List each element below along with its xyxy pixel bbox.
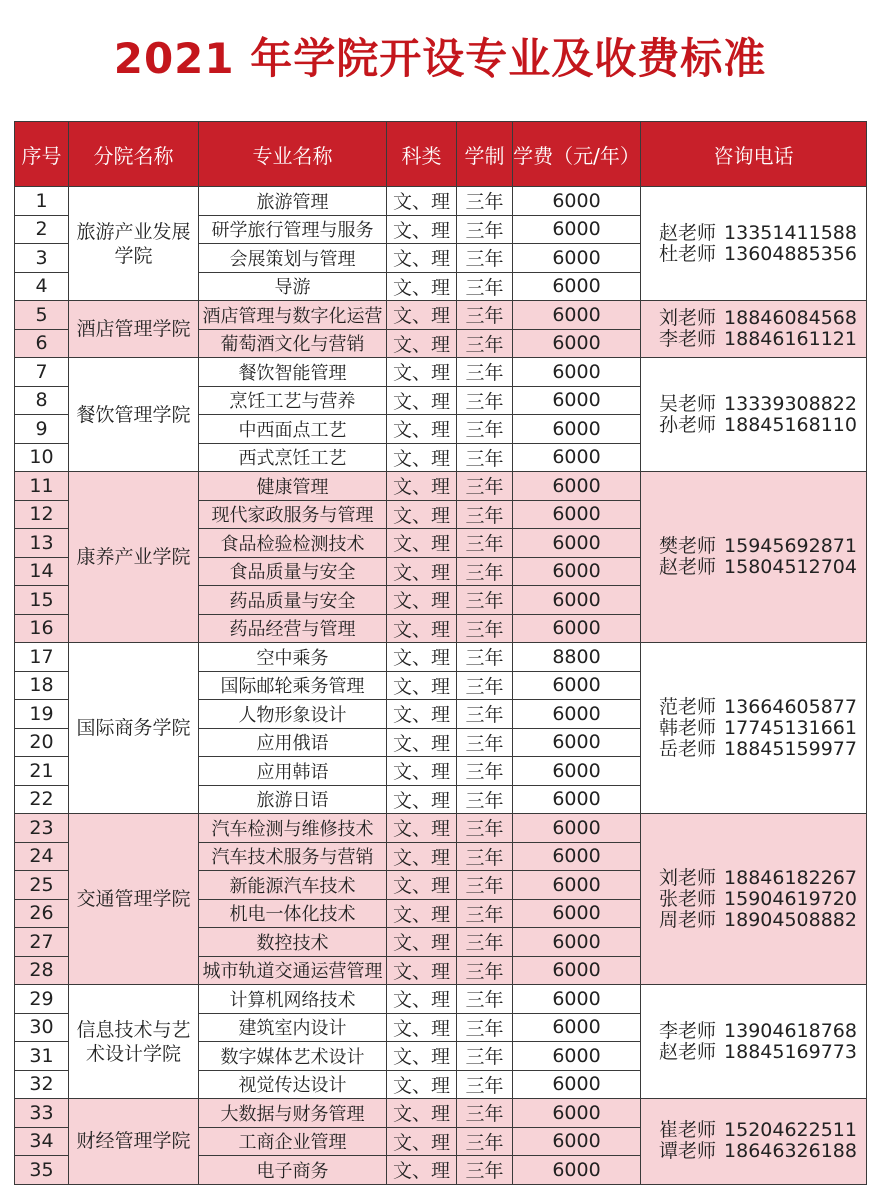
- row-number: 12: [15, 500, 69, 529]
- row-number: 25: [15, 871, 69, 900]
- header-phone: 咨询电话: [641, 122, 867, 187]
- duration: 三年: [457, 871, 513, 900]
- fee: 6000: [513, 557, 641, 586]
- row-number: 33: [15, 1099, 69, 1128]
- duration: 三年: [457, 215, 513, 244]
- major-name: 健康管理: [199, 472, 387, 501]
- fee: 6000: [513, 671, 641, 700]
- category: 文、理: [387, 1070, 457, 1099]
- duration: 三年: [457, 671, 513, 700]
- category: 文、理: [387, 614, 457, 643]
- contact-line: [659, 394, 866, 415]
- major-name: 人物形象设计: [199, 700, 387, 729]
- major-name: 计算机网络技术: [199, 985, 387, 1014]
- contact-line: [659, 1021, 866, 1042]
- contact-cell: [641, 187, 867, 301]
- major-name: 现代家政服务与管理: [199, 500, 387, 529]
- row-number: 32: [15, 1070, 69, 1099]
- major-name: 国际邮轮乘务管理: [199, 671, 387, 700]
- contact-phone: 13351411588: [724, 221, 857, 244]
- contact-line: [659, 889, 866, 910]
- fee: 6000: [513, 757, 641, 786]
- row-number: 11: [15, 472, 69, 501]
- contact-name: 崔老师: [659, 1119, 717, 1142]
- contact-phone: 18904508882: [724, 908, 857, 931]
- contact-cell: [641, 358, 867, 472]
- row-number: 30: [15, 1013, 69, 1042]
- major-name: 新能源汽车技术: [199, 871, 387, 900]
- dept-name: 餐饮管理学院: [69, 358, 199, 472]
- category: 文、理: [387, 757, 457, 786]
- fee: 6000: [513, 215, 641, 244]
- fee: 6000: [513, 928, 641, 957]
- fee: 6000: [513, 985, 641, 1014]
- major-name: 空中乘务: [199, 643, 387, 672]
- duration: 三年: [457, 301, 513, 330]
- fee: 8800: [513, 643, 641, 672]
- contact-name: 刘老师: [659, 307, 717, 329]
- dept-name: 酒店管理学院: [69, 301, 199, 358]
- contact-name: 李老师: [659, 328, 717, 350]
- category: 文、理: [387, 358, 457, 387]
- majors-fee-table: [14, 121, 867, 1185]
- dept-name: 交通管理学院: [69, 814, 199, 985]
- category: 文、理: [387, 785, 457, 814]
- dept-name: 旅游产业发展学院: [69, 187, 199, 301]
- fee: 6000: [513, 500, 641, 529]
- duration: 三年: [457, 1099, 513, 1128]
- fee: 6000: [513, 329, 641, 358]
- contact-line: [659, 244, 866, 265]
- contact-phone: 13339308822: [724, 392, 857, 415]
- fee: 6000: [513, 700, 641, 729]
- header-category: 科类: [387, 122, 457, 187]
- major-name: 汽车技术服务与营销: [199, 842, 387, 871]
- duration: 三年: [457, 1156, 513, 1185]
- duration: 三年: [457, 1013, 513, 1042]
- page-title: 2021 年学院开设专业及收费标准: [113, 34, 767, 83]
- major-name: 导游: [199, 272, 387, 301]
- duration: 三年: [457, 814, 513, 843]
- major-name: 机电一体化技术: [199, 899, 387, 928]
- major-name: 餐饮智能管理: [199, 358, 387, 387]
- dept-name: 国际商务学院: [69, 643, 199, 814]
- fee: 6000: [513, 785, 641, 814]
- major-name: 食品质量与安全: [199, 557, 387, 586]
- contact-cell: [641, 301, 867, 358]
- duration: 三年: [457, 899, 513, 928]
- row-number: 24: [15, 842, 69, 871]
- contact-name: 赵老师: [659, 1040, 717, 1063]
- contact-phone: 18846084568: [724, 307, 857, 329]
- duration: 三年: [457, 956, 513, 985]
- row-number: 7: [15, 358, 69, 387]
- header-major: 专业名称: [199, 122, 387, 187]
- category: 文、理: [387, 586, 457, 615]
- fee: 6000: [513, 842, 641, 871]
- category: 文、理: [387, 899, 457, 928]
- category: 文、理: [387, 728, 457, 757]
- major-name: 视觉传达设计: [199, 1070, 387, 1099]
- major-name: 药品质量与安全: [199, 586, 387, 615]
- duration: 三年: [457, 785, 513, 814]
- table-row: [15, 358, 867, 387]
- row-number: 34: [15, 1127, 69, 1156]
- fee: 6000: [513, 614, 641, 643]
- dept-name: 信息技术与艺术设计学院: [69, 985, 199, 1099]
- fee: 6000: [513, 358, 641, 387]
- duration: 三年: [457, 472, 513, 501]
- category: 文、理: [387, 1013, 457, 1042]
- duration: 三年: [457, 500, 513, 529]
- table-row: [15, 985, 867, 1014]
- contact-line: [659, 1042, 866, 1063]
- row-number: 13: [15, 529, 69, 558]
- major-name: 会展策划与管理: [199, 244, 387, 273]
- major-name: 城市轨道交通运营管理: [199, 956, 387, 985]
- major-name: 大数据与财务管理: [199, 1099, 387, 1128]
- major-name: 研学旅行管理与服务: [199, 215, 387, 244]
- duration: 三年: [457, 415, 513, 444]
- row-number: 4: [15, 272, 69, 301]
- contact-phone: 15904619720: [724, 887, 857, 910]
- category: 文、理: [387, 871, 457, 900]
- major-name: 电子商务: [199, 1156, 387, 1185]
- category: 文、理: [387, 700, 457, 729]
- contact-line: [659, 557, 866, 578]
- major-name: 应用韩语: [199, 757, 387, 786]
- major-name: 药品经营与管理: [199, 614, 387, 643]
- row-number: 22: [15, 785, 69, 814]
- major-name: 葡萄酒文化与营销: [199, 329, 387, 358]
- header-fee: 学费（元/年）: [513, 122, 641, 187]
- major-name: 数控技术: [199, 928, 387, 957]
- row-number: 16: [15, 614, 69, 643]
- contact-phone: 18846182267: [724, 866, 857, 889]
- fee: 6000: [513, 415, 641, 444]
- duration: 三年: [457, 842, 513, 871]
- contact-cell: [641, 814, 867, 985]
- duration: 三年: [457, 386, 513, 415]
- duration: 三年: [457, 329, 513, 358]
- major-name: 中西面点工艺: [199, 415, 387, 444]
- contact-phone: 13664605877: [724, 695, 857, 718]
- fee: 6000: [513, 814, 641, 843]
- row-number: 17: [15, 643, 69, 672]
- category: 文、理: [387, 329, 457, 358]
- row-number: 23: [15, 814, 69, 843]
- contact-name: 韩老师: [659, 716, 717, 739]
- category: 文、理: [387, 244, 457, 273]
- dept-name: 财经管理学院: [69, 1099, 199, 1185]
- contact-line: [659, 329, 866, 350]
- row-number: 18: [15, 671, 69, 700]
- contact-line: [659, 868, 866, 889]
- contact-phone: 18845159977: [724, 737, 857, 760]
- row-number: 15: [15, 586, 69, 615]
- contact-phone: 13904618768: [724, 1019, 857, 1042]
- contact-name: 赵老师: [659, 556, 717, 578]
- duration: 三年: [457, 757, 513, 786]
- contact-name: 李老师: [659, 1019, 717, 1042]
- contact-phone: 15804512704: [724, 556, 857, 578]
- contact-line: [659, 697, 866, 718]
- table-row: [15, 1099, 867, 1128]
- major-name: 应用俄语: [199, 728, 387, 757]
- table-body: [15, 187, 867, 1185]
- header-dept: 分院名称: [69, 122, 199, 187]
- row-number: 27: [15, 928, 69, 957]
- fee: 6000: [513, 1099, 641, 1128]
- contact-phone: 18646326188: [724, 1140, 857, 1163]
- table-row: [15, 301, 867, 330]
- contact-line: [659, 1141, 866, 1162]
- duration: 三年: [457, 643, 513, 672]
- dept-name: 康养产业学院: [69, 472, 199, 643]
- row-number: 35: [15, 1156, 69, 1185]
- row-number: 19: [15, 700, 69, 729]
- contact-cell: [641, 985, 867, 1099]
- row-number: 20: [15, 728, 69, 757]
- duration: 三年: [457, 358, 513, 387]
- contact-line: [659, 536, 866, 557]
- contact-line: [659, 910, 866, 931]
- category: 文、理: [387, 928, 457, 957]
- contact-name: 周老师: [659, 908, 717, 931]
- contact-name: 樊老师: [659, 535, 717, 557]
- category: 文、理: [387, 557, 457, 586]
- fee: 6000: [513, 956, 641, 985]
- row-number: 6: [15, 329, 69, 358]
- contact-line: [659, 308, 866, 329]
- row-number: 8: [15, 386, 69, 415]
- row-number: 9: [15, 415, 69, 444]
- row-number: 29: [15, 985, 69, 1014]
- major-name: 烹饪工艺与营养: [199, 386, 387, 415]
- contact-phone: 18845169773: [724, 1040, 857, 1063]
- category: 文、理: [387, 301, 457, 330]
- fee: 6000: [513, 187, 641, 216]
- duration: 三年: [457, 928, 513, 957]
- duration: 三年: [457, 187, 513, 216]
- row-number: 21: [15, 757, 69, 786]
- contact-name: 赵老师: [659, 221, 717, 244]
- category: 文、理: [387, 1127, 457, 1156]
- header-duration: 学制: [457, 122, 513, 187]
- contact-cell: [641, 643, 867, 814]
- category: 文、理: [387, 985, 457, 1014]
- table-row: [15, 814, 867, 843]
- contact-phone: 18845168110: [724, 413, 857, 436]
- category: 文、理: [387, 1099, 457, 1128]
- contact-name: 张老师: [659, 887, 717, 910]
- fee: 6000: [513, 272, 641, 301]
- major-name: 酒店管理与数字化运营: [199, 301, 387, 330]
- contact-cell: [641, 472, 867, 643]
- fee: 6000: [513, 1156, 641, 1185]
- contact-cell: [641, 1099, 867, 1185]
- row-number: 1: [15, 187, 69, 216]
- duration: 三年: [457, 985, 513, 1014]
- contact-line: [659, 739, 866, 760]
- major-name: 建筑室内设计: [199, 1013, 387, 1042]
- duration: 三年: [457, 1042, 513, 1071]
- fee: 6000: [513, 586, 641, 615]
- fee: 6000: [513, 728, 641, 757]
- table-header-row: [15, 122, 867, 187]
- fee: 6000: [513, 386, 641, 415]
- category: 文、理: [387, 187, 457, 216]
- duration: 三年: [457, 700, 513, 729]
- contact-name: 杜老师: [659, 242, 717, 265]
- table-row: [15, 187, 867, 216]
- duration: 三年: [457, 1070, 513, 1099]
- fee: 6000: [513, 529, 641, 558]
- category: 文、理: [387, 472, 457, 501]
- contact-phone: 17745131661: [724, 716, 857, 739]
- fee: 6000: [513, 1042, 641, 1071]
- category: 文、理: [387, 956, 457, 985]
- category: 文、理: [387, 1042, 457, 1071]
- fee: 6000: [513, 301, 641, 330]
- contact-line: [659, 1120, 866, 1141]
- major-name: 数字媒体艺术设计: [199, 1042, 387, 1071]
- category: 文、理: [387, 643, 457, 672]
- row-number: 10: [15, 443, 69, 472]
- table-row: [15, 472, 867, 501]
- major-name: 旅游日语: [199, 785, 387, 814]
- contact-line: [659, 718, 866, 739]
- row-number: 5: [15, 301, 69, 330]
- major-name: 西式烹饪工艺: [199, 443, 387, 472]
- category: 文、理: [387, 443, 457, 472]
- contact-name: 刘老师: [659, 866, 717, 889]
- major-name: 工商企业管理: [199, 1127, 387, 1156]
- category: 文、理: [387, 529, 457, 558]
- duration: 三年: [457, 614, 513, 643]
- contact-name: 岳老师: [659, 737, 717, 760]
- row-number: 3: [15, 244, 69, 273]
- major-name: 旅游管理: [199, 187, 387, 216]
- contact-line: [659, 223, 866, 244]
- row-number: 28: [15, 956, 69, 985]
- category: 文、理: [387, 272, 457, 301]
- row-number: 26: [15, 899, 69, 928]
- contact-name: 范老师: [659, 695, 717, 718]
- fee: 6000: [513, 899, 641, 928]
- category: 文、理: [387, 671, 457, 700]
- category: 文、理: [387, 842, 457, 871]
- duration: 三年: [457, 244, 513, 273]
- category: 文、理: [387, 814, 457, 843]
- fee: 6000: [513, 1070, 641, 1099]
- duration: 三年: [457, 557, 513, 586]
- contact-phone: 15204622511: [724, 1119, 857, 1142]
- fee: 6000: [513, 871, 641, 900]
- row-number: 2: [15, 215, 69, 244]
- fee: 6000: [513, 443, 641, 472]
- contact-name: 孙老师: [659, 413, 717, 436]
- header-no: 序号: [15, 122, 69, 187]
- fee: 6000: [513, 472, 641, 501]
- contact-line: [659, 415, 866, 436]
- major-name: 汽车检测与维修技术: [199, 814, 387, 843]
- category: 文、理: [387, 386, 457, 415]
- category: 文、理: [387, 1156, 457, 1185]
- table-row: [15, 643, 867, 672]
- duration: 三年: [457, 728, 513, 757]
- contact-name: 吴老师: [659, 392, 717, 415]
- row-number: 14: [15, 557, 69, 586]
- fee: 6000: [513, 1013, 641, 1042]
- major-name: 食品检验检测技术: [199, 529, 387, 558]
- fee: 6000: [513, 1127, 641, 1156]
- duration: 三年: [457, 1127, 513, 1156]
- category: 文、理: [387, 500, 457, 529]
- duration: 三年: [457, 272, 513, 301]
- row-number: 31: [15, 1042, 69, 1071]
- contact-name: 谭老师: [659, 1140, 717, 1163]
- contact-phone: 18846161121: [724, 328, 857, 350]
- duration: 三年: [457, 443, 513, 472]
- fee: 6000: [513, 244, 641, 273]
- contact-phone: 13604885356: [724, 242, 857, 265]
- category: 文、理: [387, 215, 457, 244]
- category: 文、理: [387, 415, 457, 444]
- duration: 三年: [457, 586, 513, 615]
- duration: 三年: [457, 529, 513, 558]
- contact-phone: 15945692871: [724, 535, 857, 557]
